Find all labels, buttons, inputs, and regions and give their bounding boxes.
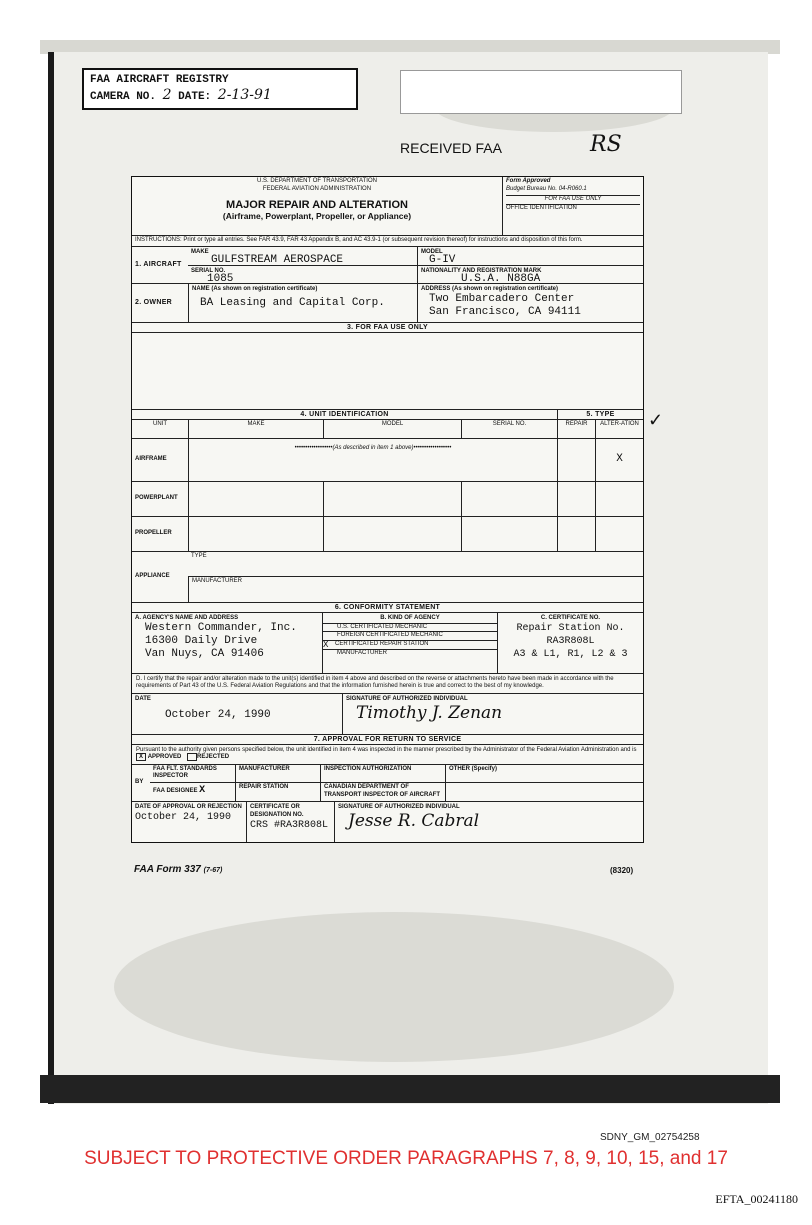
form-header	[132, 177, 643, 235]
approval-statement: Pursuant to the authority given persons specified below, the unit identified in item 4 was inspected in the manner prescribed by the Administrator of the Federal Aviation Administration and is	[136, 746, 637, 753]
aircraft-section-label: 1. AIRCRAFT	[135, 261, 182, 268]
date-label: DATE:	[178, 91, 212, 103]
agency-name: FEDERAL AVIATION ADMINISTRATION	[262, 185, 372, 192]
check-icon: ✓	[648, 410, 664, 430]
form-code: (8320)	[610, 866, 634, 875]
owner-row	[132, 283, 643, 322]
blank-stamp-area	[400, 70, 682, 114]
opt-repair-station: REPAIR STATION	[235, 783, 320, 801]
registry-stamp	[82, 68, 358, 110]
make-header: MAKE	[188, 420, 323, 438]
nationality-label: NATIONALITY AND REGISTRATION MARK	[421, 267, 542, 274]
cert-line-2: RA3R808L	[546, 635, 595, 647]
repair-header: REPAIR	[557, 420, 595, 438]
agency-label: A. AGENCY'S NAME AND ADDRESS	[135, 614, 239, 621]
approval-by-row	[132, 764, 643, 801]
propeller-label: PROPELLER	[135, 529, 172, 536]
airframe-row	[132, 438, 643, 481]
make-label: MAKE	[191, 248, 209, 255]
opt-faa-inspector: FAA FLT. STANDARDS INSPECTOR	[153, 765, 217, 779]
aircraft-registration: N88GA	[507, 272, 541, 285]
by-label: BY	[135, 778, 144, 785]
owner-address-1: Two Embarcadero Center	[429, 292, 575, 305]
conformity-date-label: DATE	[135, 695, 151, 702]
conformity-row	[132, 612, 643, 673]
approval-cert: CRS #RA3R808L	[250, 819, 329, 831]
approval-sig-label: SIGNATURE OF AUTHORIZED INDIVIDUAL	[338, 803, 460, 810]
approval-statement-row	[132, 744, 643, 764]
budget-no: Budget Bureau No. 04-R060.1	[506, 185, 587, 192]
opt-inspection-authorization: INSPECTION AUTHORIZATION	[320, 765, 445, 783]
conformity-sig-label: SIGNATURE OF AUTHORIZED INDIVIDUAL	[346, 695, 468, 702]
unit-id-title-row	[132, 409, 643, 419]
bates-number: SDNY_GM_02754258	[600, 1132, 700, 1143]
registry-title: FAA AIRCRAFT REGISTRY	[90, 74, 229, 86]
approval-signature: Jesse R. Cabral	[348, 810, 480, 831]
kind-label: B. KIND OF AGENCY	[380, 614, 440, 621]
faa-use-row	[132, 322, 643, 332]
owner-name-label: NAME (As shown on registration certificate)	[192, 285, 318, 292]
owner-section-label: 2. OWNER	[135, 299, 173, 306]
designee-mark: X	[199, 785, 206, 796]
faa-form-337	[131, 176, 644, 843]
conformity-date: October 24, 1990	[165, 708, 271, 721]
registry-camera-line	[90, 88, 350, 105]
type-title: 5. TYPE	[557, 410, 643, 419]
airframe-text: ••••••••••••••••••(As described in item 1 above)••••••••••••••••••	[188, 439, 557, 481]
serial-header: SERIAL NO.	[461, 420, 557, 438]
camera-no: 2	[162, 87, 172, 103]
form-subtitle: (Airframe, Powerplant, Propeller, or Appliance)	[222, 211, 412, 221]
efta-number: EFTA_00241180	[715, 1192, 798, 1206]
alteration-header: ALTER-ATION	[595, 420, 643, 438]
opt-manufacturer: MANUFACTURER	[235, 765, 320, 783]
faa-use-area	[132, 332, 643, 409]
kind-repair-station: CERTIFICATED REPAIR STATION	[335, 640, 429, 647]
approved-mark: X	[136, 753, 146, 761]
approval-cert-label: CERTIFICATE OR DESIGNATION NO.	[250, 803, 304, 818]
owner-name: BA Leasing and Capital Corp.	[200, 296, 385, 309]
unit-header-row	[132, 419, 643, 438]
camera-label: CAMERA NO.	[90, 91, 157, 103]
aircraft-row	[132, 246, 643, 283]
appliance-label: APPLIANCE	[135, 572, 170, 579]
unit-header: UNIT	[153, 420, 167, 427]
owner-address-label: ADDRESS (As shown on registration certificate)	[421, 285, 559, 292]
protective-order-banner: SUBJECT TO PROTECTIVE ORDER PARAGRAPHS 7, 8, 9, 10, 15, and 17	[84, 1148, 728, 1169]
unit-id-title: 4. UNIT IDENTIFICATION	[300, 410, 389, 418]
airframe-alteration-mark: X	[595, 439, 643, 481]
approval-date: October 24, 1990	[135, 811, 232, 823]
rejected-box	[187, 753, 197, 761]
powerplant-label: POWERPLANT	[135, 494, 178, 501]
faa-use-label: FOR FAA USE ONLY	[506, 195, 640, 204]
conformity-title: 6. CONFORMITY STATEMENT	[334, 603, 441, 611]
form-title: MAJOR REPAIR AND ALTERATION	[226, 199, 408, 211]
cert-line-3: A3 & L1, R1, L2 & 3	[513, 648, 628, 660]
aircraft-model: G-IV	[429, 253, 456, 266]
conformity-title-row	[132, 602, 643, 612]
instructions: INSTRUCTIONS: Print or type all entries. See FAR 43.9, FAR 43 Appendix B, and AC 43.9-1 (or subsequent revision thereof) for instructions and disposition of this form.	[135, 237, 583, 243]
owner-address-2: San Francisco, CA 94111	[429, 305, 581, 318]
opt-other: OTHER (Specify)	[445, 765, 643, 783]
office-id-label: OFFICE IDENTIFICATION	[506, 204, 640, 213]
kind-manufacturer: MANUFACTURER	[323, 649, 497, 658]
approval-title: 7. APPROVAL FOR RETURN TO SERVICE	[313, 735, 462, 743]
approval-title-row	[132, 734, 643, 744]
model-header: MODEL	[323, 420, 461, 438]
received-label: RECEIVED FAA	[400, 140, 502, 156]
approval-date-row	[132, 801, 643, 842]
received-initials: RS	[590, 132, 622, 157]
appliance-manufacturer-label: MANUFACTURER	[188, 576, 643, 602]
instructions-row	[132, 235, 643, 246]
conformity-signature: Timothy J. Zenan	[356, 702, 503, 723]
approval-date-label: DATE OF APPROVAL OR REJECTION	[135, 803, 242, 810]
scan-bottom-edge	[40, 1075, 780, 1103]
appliance-row	[132, 551, 643, 602]
conformity-date-row	[132, 693, 643, 734]
form-number	[134, 864, 222, 875]
form-rev: (7-67)	[203, 867, 223, 874]
scan-noise	[114, 912, 674, 1062]
agency-name-value: Western Commander, Inc.	[145, 621, 297, 634]
agency-address-1: 16300 Daily Drive	[145, 634, 258, 647]
approved-label: APPROVED	[147, 754, 182, 760]
appliance-type-label: TYPE	[191, 552, 207, 559]
kind-us-mechanic: U.S. CERTIFICATED MECHANIC	[323, 623, 497, 632]
registry-date: 2-13-91	[217, 87, 272, 103]
certify-row	[132, 673, 643, 693]
opt-canadian-inspector: CANADIAN DEPARTMENT OF TRANSPORT INSPECTOR OF AIRCRAFT	[320, 783, 445, 801]
aircraft-serial: 1085	[207, 272, 234, 285]
kind-repair-station-mark: X	[323, 639, 329, 650]
rejected-label: REJECTED	[197, 754, 230, 760]
cert-line-1: Repair Station No.	[516, 622, 625, 634]
faa-use-only-title: 3. FOR FAA USE ONLY	[346, 323, 429, 331]
aircraft-nationality: U.S.A.	[461, 272, 501, 285]
powerplant-row	[132, 481, 643, 516]
model-label: MODEL	[421, 248, 443, 255]
form-approved: Form Approved	[506, 178, 551, 184]
cert-label: C. CERTIFICATE NO.	[540, 614, 601, 621]
kind-foreign-mechanic: FOREIGN CERTIFICATED MECHANIC	[323, 631, 497, 640]
propeller-row	[132, 516, 643, 551]
airframe-label: AIRFRAME	[135, 455, 167, 462]
serial-label: SERIAL NO.	[191, 267, 226, 274]
dept-name: U.S. DEPARTMENT OF TRANSPORTATION	[257, 178, 377, 184]
agency-address-2: Van Nuys, CA 91406	[145, 647, 264, 660]
aircraft-make: GULFSTREAM AEROSPACE	[211, 253, 344, 266]
form-no: FAA Form 337	[134, 864, 201, 875]
certify-statement: D. I certify that the repair and/or alteration made to the unit(s) identified in item 4 above and described on the reverse or attachments hereto have been made in accordance with the requirements of Part 43 of the U.S. Federal Aviation Regulations and that the information furnished herein is true and correct to the best of my knowledge.	[136, 675, 614, 689]
opt-faa-designee: FAA DESIGNEE	[153, 788, 198, 794]
